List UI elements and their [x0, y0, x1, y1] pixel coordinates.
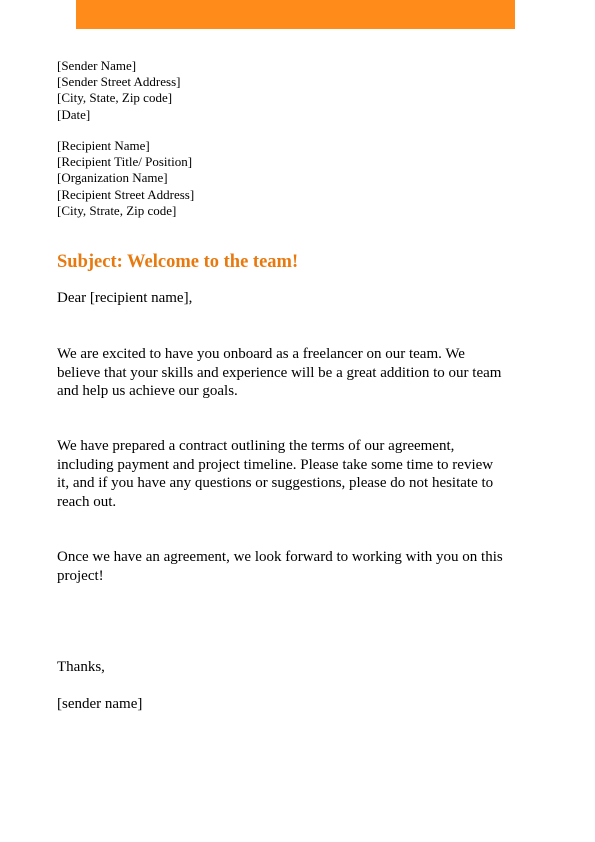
paragraph-line: project! [57, 567, 104, 584]
recipient-organization: [Organization Name] [57, 170, 168, 186]
paragraph-line: including payment and project timeline. Please take some time to review [57, 456, 494, 473]
closing: Thanks, [57, 659, 105, 675]
body-paragraph [57, 437, 542, 511]
sender-address-block [57, 58, 180, 123]
paragraph-line: reach out. [57, 493, 117, 510]
recipient-name: [Recipient Name] [57, 138, 150, 153]
paragraph-line: and help us achieve our goals. [57, 383, 238, 399]
paragraph-line: Once we have an agreement, we look forward to working with you on this [57, 549, 503, 565]
paragraph-line: We have prepared a contract outlining the terms of our agreement, [57, 438, 455, 454]
recipient-title: [Recipient Title/ Position] [57, 154, 193, 170]
paragraph-line: believe that your skills and experience will be a great addition to our team [57, 364, 502, 381]
body-paragraph [57, 548, 542, 585]
paragraph-line: it, and if you have any questions or suggestions, please do not hesitate to [57, 475, 494, 491]
paragraph-line: We are excited to have you onboard as a freelancer on our team. We [57, 346, 465, 362]
recipient-street: [Recipient Street Address] [57, 186, 195, 202]
salutation: Dear [recipient name], [57, 290, 193, 306]
sender-name: [Sender Name] [57, 58, 137, 73]
body-paragraph [57, 345, 542, 401]
subject-heading: Subject: Welcome to the team! [57, 252, 299, 272]
letter-date: [Date] [57, 106, 91, 122]
recipient-address-block [57, 138, 194, 219]
signature: [sender name] [57, 696, 143, 712]
sender-city: [City, State, Zip code] [57, 90, 173, 106]
recipient-city: [City, Strate, Zip code] [57, 202, 177, 218]
sender-street: [Sender Street Address] [57, 74, 181, 90]
header-accent-bar [76, 0, 515, 29]
